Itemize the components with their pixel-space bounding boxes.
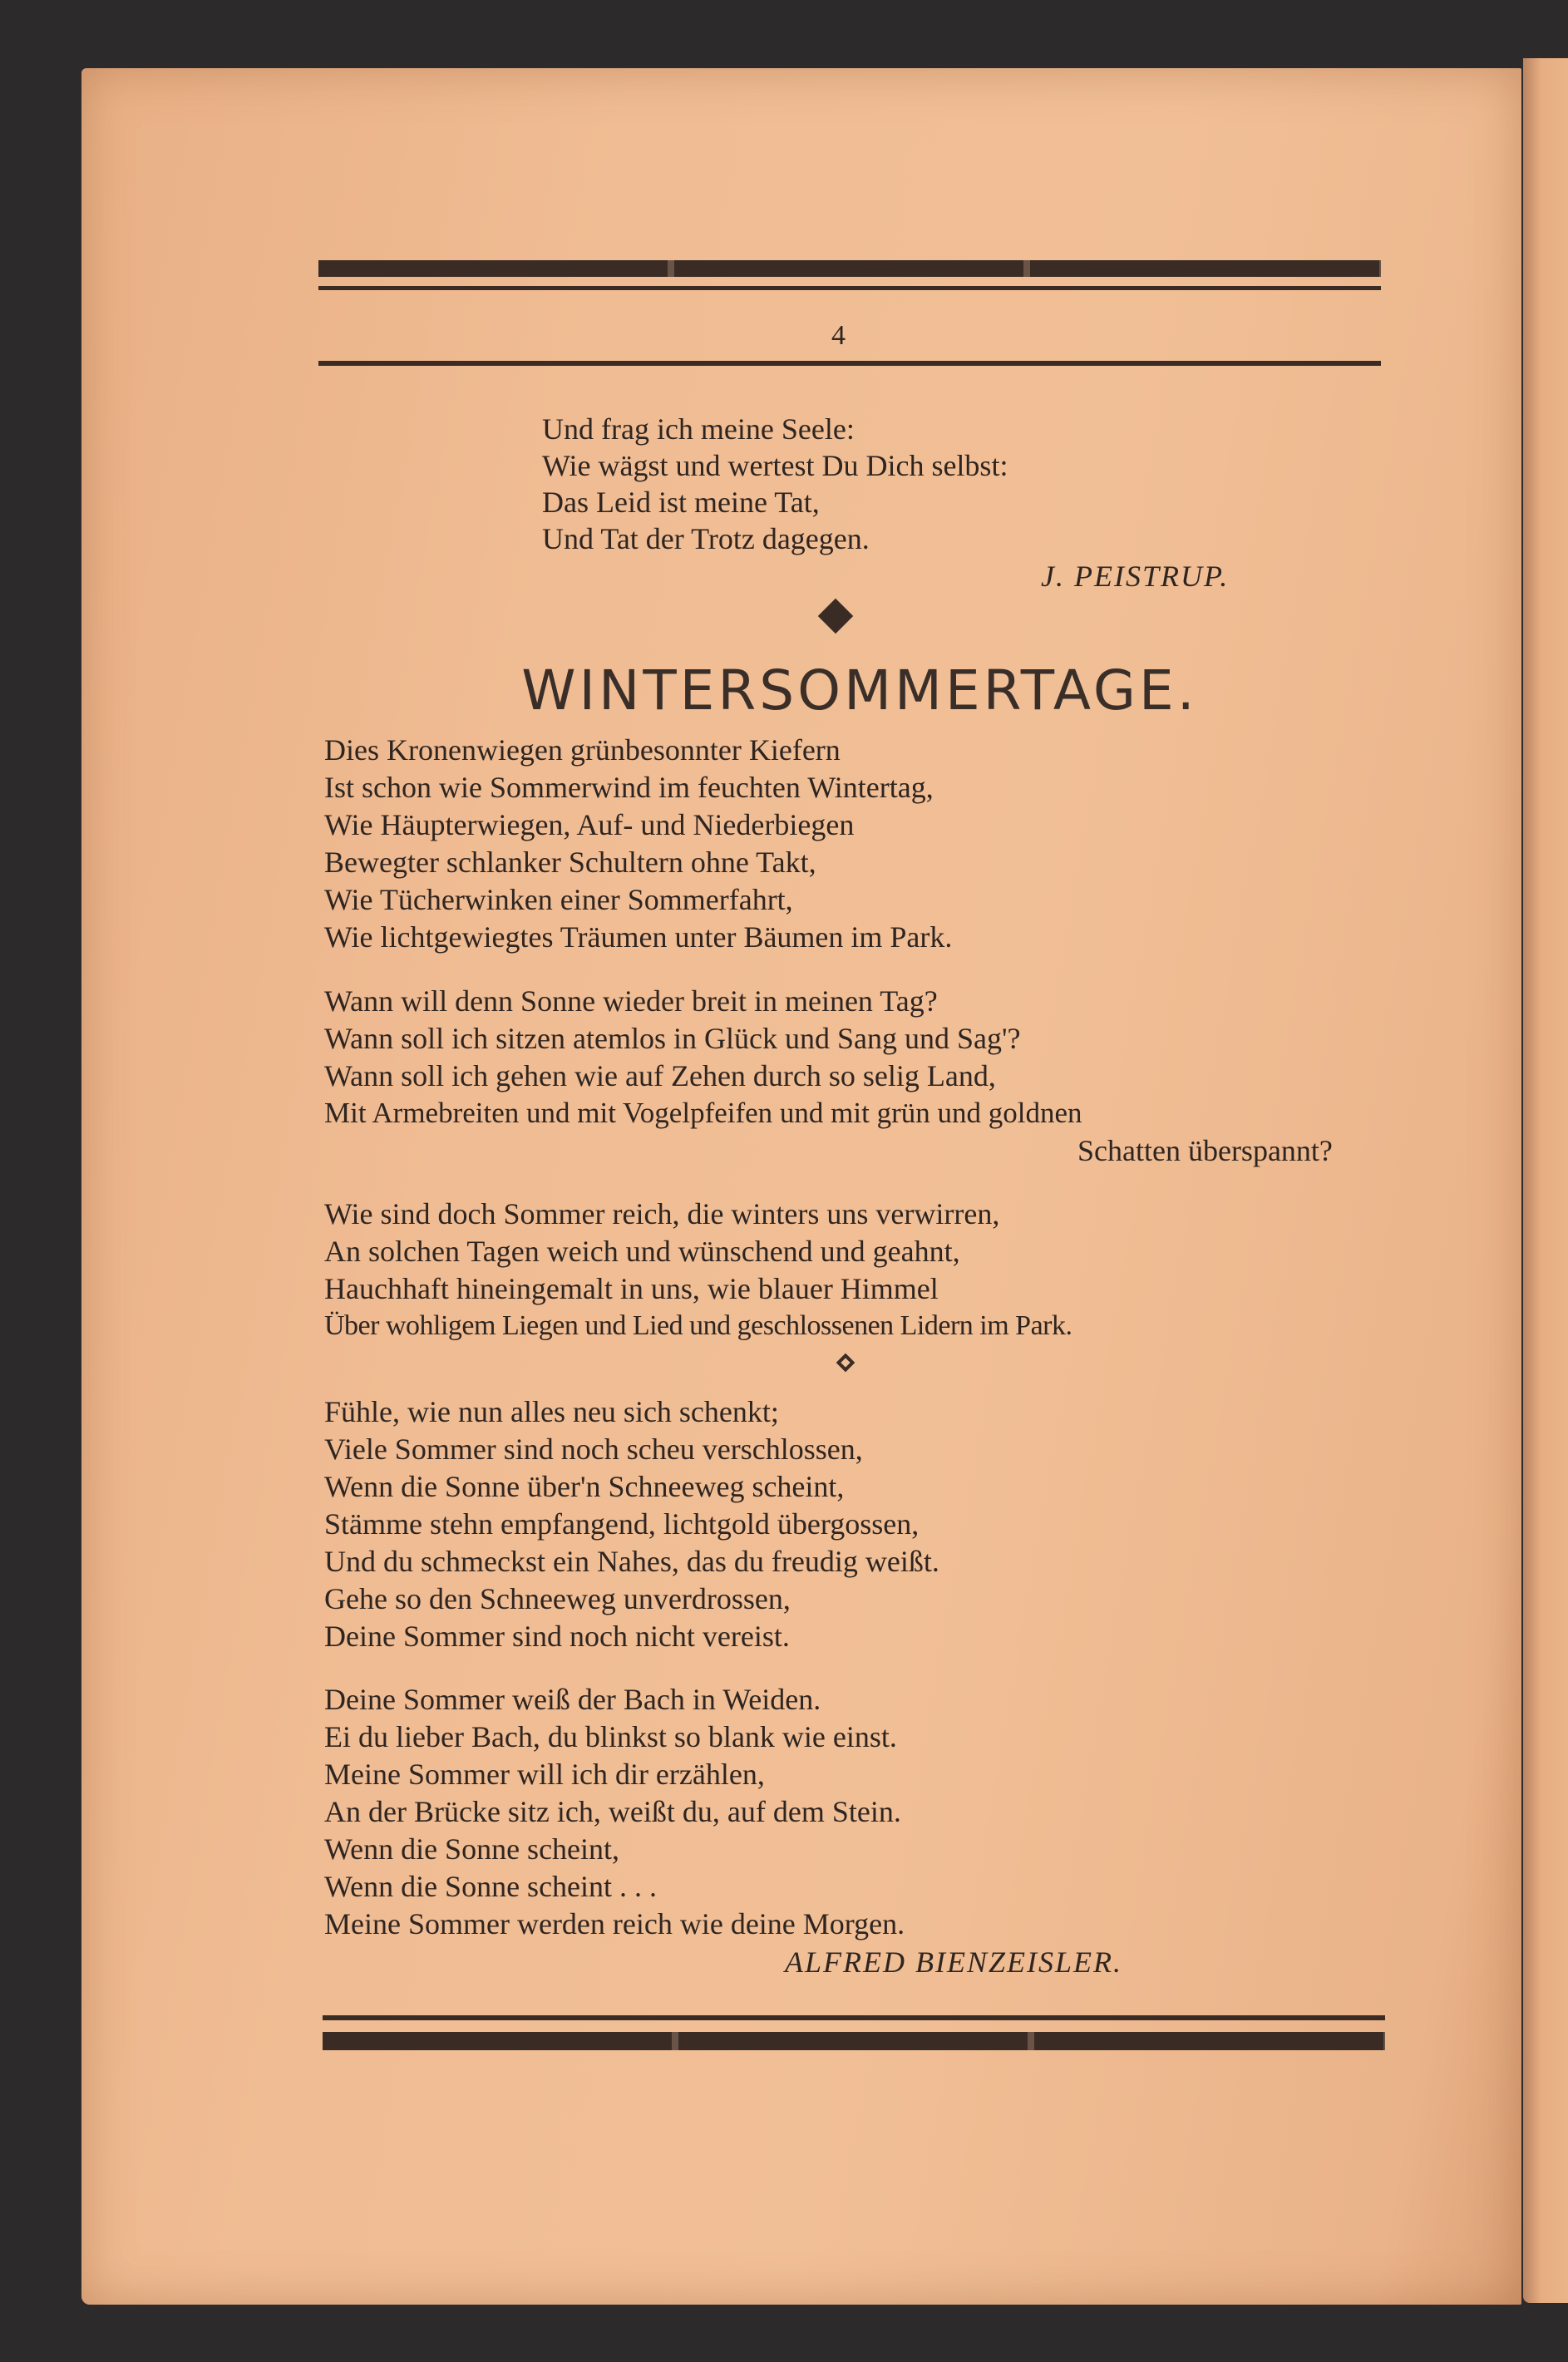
poem-line: Wie lichtgewiegtes Träumen unter Bäumen im Park. <box>324 920 953 954</box>
poem-line: Fühle, wie nun alles neu sich schenkt; <box>324 1395 779 1428</box>
poem-author: ALFRED BIENZEISLER. <box>785 1945 1122 1979</box>
poem-line: Wie sind doch Sommer reich, die winters uns verwirren, <box>324 1197 1000 1230</box>
poem-line: Über wohligem Liegen und Lied und geschlossenen Lidern im Park. <box>324 1310 1072 1341</box>
poem-line: Wie Tücherwinken einer Sommerfahrt, <box>324 883 793 916</box>
poem-line: Meine Sommer will ich dir erzählen, <box>324 1758 765 1791</box>
poem-line: Wenn die Sonne scheint . . . <box>324 1870 658 1903</box>
intro-author: J. PEISTRUP. <box>1041 560 1230 593</box>
poem-line: Ist schon wie Sommerwind im feuchten Wintertag, <box>324 771 934 804</box>
poem-title: WINTERSOMMERTAGE. <box>521 658 1198 722</box>
poem-line: Hauchhaft hineingemalt in uns, wie blauer Himmel <box>324 1272 939 1305</box>
poem-line: Wenn die Sonne über'n Schneeweg scheint, <box>324 1470 845 1503</box>
poem-line: Wenn die Sonne scheint, <box>324 1832 620 1866</box>
poem-line: Und du schmeckst ein Nahes, das du freudig weißt. <box>324 1545 939 1578</box>
poem-line: Wann will denn Sonne wieder breit in meinen Tag? <box>324 984 938 1018</box>
intro-line: Und Tat der Trotz dagegen. <box>542 522 870 555</box>
intro-line: Wie wägst und wertest Du Dich selbst: <box>542 449 1008 482</box>
poem-line: Viele Sommer sind noch scheu verschlossen, <box>324 1432 863 1466</box>
poem-line: Wie Häupterwiegen, Auf- und Niederbiegen <box>324 808 855 841</box>
intro-line: Das Leid ist meine Tat, <box>542 486 820 519</box>
header-rule <box>318 361 1381 366</box>
poem-line: Meine Sommer werden reich wie deine Morgen. <box>324 1907 905 1940</box>
poem-line: An solchen Tagen weich und wünschend und geahnt, <box>324 1235 960 1268</box>
poem-line: Dies Kronenwiegen grünbesonnter Kiefern <box>324 733 841 767</box>
poem-line: Mit Armebreiten und mit Vogelpfeifen und mit grün und goldnen <box>324 1097 1082 1129</box>
intro-line: Und frag ich meine Seele: <box>542 412 855 446</box>
poem-line: Schatten überspannt? <box>1077 1134 1333 1167</box>
poem-line: Bewegter schlanker Schultern ohne Takt, <box>324 846 816 879</box>
poem-line: Stämme stehn empfangend, lichtgold übergossen, <box>324 1507 920 1541</box>
bottom-thin-rule <box>323 2015 1385 2020</box>
poem-line: Deine Sommer weiß der Bach in Weiden. <box>324 1683 821 1716</box>
facing-page-edge <box>1523 58 1568 2303</box>
poem-line: Ei du lieber Bach, du blinkst so blank wie einst. <box>324 1720 897 1753</box>
top-thick-rule <box>318 260 1381 277</box>
poem-line: Gehe so den Schneeweg unverdrossen, <box>324 1582 791 1615</box>
poem-line: Wann soll ich gehen wie auf Zehen durch so selig Land, <box>324 1059 996 1092</box>
poem-line: An der Brücke sitz ich, weißt du, auf dem Stein. <box>324 1795 901 1828</box>
bottom-thick-rule <box>323 2032 1385 2050</box>
poem-line: Deine Sommer sind noch nicht vereist. <box>324 1620 790 1653</box>
top-thin-rule <box>318 286 1381 290</box>
page-number: 4 <box>831 320 846 351</box>
poem-line: Wann soll ich sitzen atemlos in Glück und Sang und Sag'? <box>324 1022 1021 1055</box>
